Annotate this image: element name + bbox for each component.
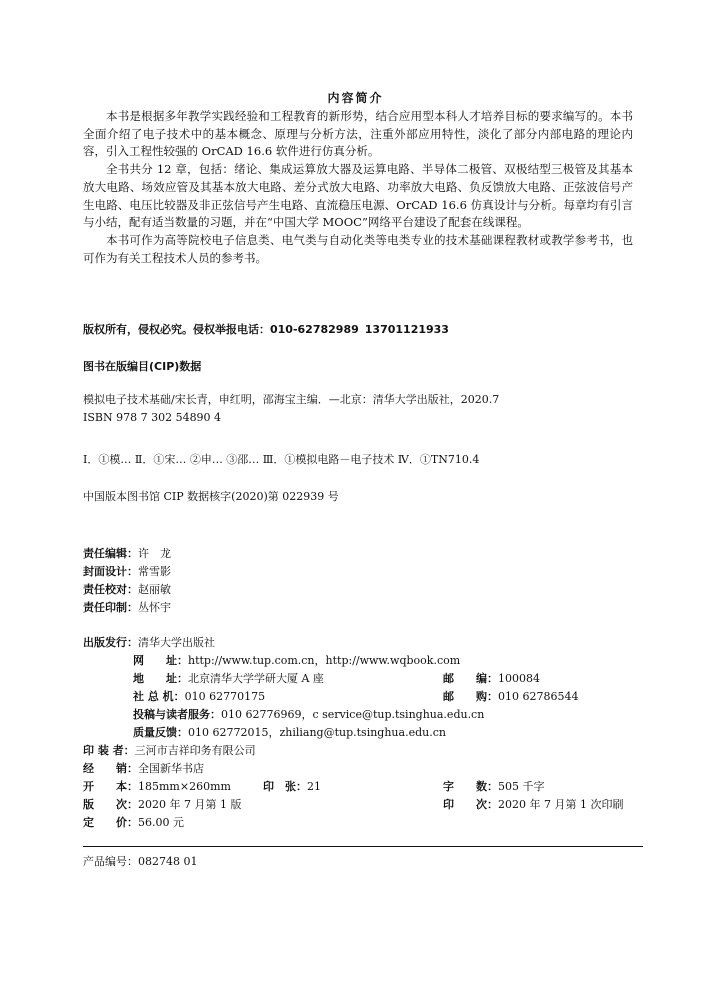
cip-classification: Ⅰ．①模… Ⅱ．①宋… ②申… ③邵… Ⅲ．①模拟电路－电子技术 Ⅳ．①TN710.4	[83, 453, 480, 466]
words-label: 字 数：	[443, 780, 498, 793]
pub-row-switchboard	[83, 688, 643, 706]
staff-row	[83, 545, 171, 563]
pub-row-address	[83, 670, 643, 688]
report-phone: 13701121933	[364, 323, 449, 336]
page-title: 内容简介	[327, 91, 384, 105]
intro-paragraph: 本书可作为高等院校电子信息类、电气类与自动化类等电类专业的技术基础课程教材或教学参考书，也可作为有关工程技术人员的参考书。	[83, 232, 633, 265]
pub-row-issue	[83, 634, 643, 652]
staff-row	[83, 563, 171, 581]
pub-row-format	[83, 778, 643, 796]
staff-label: 责任印制：	[83, 601, 138, 614]
switchboard-value: 010 62770175	[184, 690, 266, 703]
pub-row-distributor	[83, 760, 643, 778]
printing-value: 2020 年 7 月第 1 次印刷	[498, 798, 624, 811]
intro-paragraph: 全书共分 12 章，包括：绪论、集成运算放大器及运算电路、半导体二极管、双极结型三极管及其基本放大电路、场效应管及其基本放大电路、差分式放大电路、功率放大电路、负反馈放大电路、正弦波信号产生电路、电压比较器及非正弦信号产生电路、直流稳压电源、OrCAD 16.6 仿真设计与分析。每章均有引言与小结，配有适当数量的习题，并在“中国大学 MOOC”网络平台建设了配套在线课程。	[83, 162, 633, 230]
cip-number: 中国版本图书馆 CIP 数据核字(2020)第 022939 号	[83, 490, 339, 503]
sheets	[263, 778, 321, 796]
edition-value: 2020 年 7 月第 1 版	[138, 798, 242, 811]
switchboard-label: 社 总 机：	[133, 690, 185, 703]
product-number: 产品编号：082748 01	[83, 855, 198, 868]
staff-value: 许 龙	[138, 547, 171, 560]
publishing-info	[83, 634, 643, 832]
divider	[83, 846, 643, 847]
copyright-text: 版权所有，侵权必究。侵权举报电话：010-62782989	[83, 323, 359, 336]
distributor-label: 经 销：	[83, 762, 138, 775]
copyright-notice	[83, 321, 449, 337]
mailorder-label: 邮 购：	[443, 690, 498, 703]
cip-isbn: ISBN 978 7 302 54890 4	[83, 411, 222, 424]
mailorder	[443, 688, 578, 706]
issue-value: 清华大学出版社	[138, 636, 215, 649]
cip-heading: 图书在版编目(CIP)数据	[83, 360, 202, 373]
words	[443, 778, 545, 796]
pub-row-web	[83, 652, 643, 670]
price-label: 定 价：	[83, 816, 138, 829]
sheets-label: 印 张：	[263, 780, 307, 793]
format-label: 开 本：	[83, 780, 138, 793]
postcode-value: 100084	[498, 672, 540, 685]
pub-row-edition	[83, 796, 643, 814]
address-label: 地 址：	[133, 672, 188, 685]
printing	[443, 796, 623, 814]
printer-value: 三河市吉祥印务有限公司	[134, 744, 256, 757]
format-value: 185mm×260mm	[138, 780, 231, 793]
book-introduction	[83, 108, 633, 267]
pub-row-printer	[83, 742, 643, 760]
cip-book-line: 模拟电子技术基础/宋长青，申红明，邵海宝主编．—北京：清华大学出版社，2020.7	[83, 393, 500, 406]
service-label: 投稿与读者服务：	[133, 708, 221, 721]
staff-label: 责任校对：	[83, 583, 138, 596]
address-value: 北京清华大学学研大厦 A 座	[188, 672, 324, 685]
price-value: 56.00 元	[138, 816, 184, 829]
issue-label: 出版发行：	[83, 636, 138, 649]
intro-paragraph: 本书是根据多年教学实践经验和工程教育的新形势，结合应用型本科人才培养目标的要求编写的。本书全面介绍了电子技术中的基本概念、原理与分析方法，注重外部应用特性，淡化了部分内部电路的理论内容，引入工程性较强的 OrCAD 16.6 软件进行仿真分析。	[83, 109, 633, 159]
staff-row	[83, 581, 171, 599]
printer-label: 印 装 者：	[83, 744, 135, 757]
printing-label: 印 次：	[443, 798, 498, 811]
postcode-label: 邮 编：	[443, 672, 498, 685]
staff-row	[83, 599, 171, 617]
service-value: 010 62776969，c service@tup.tsinghua.edu.cn	[221, 708, 485, 721]
distributor-value: 全国新华书店	[138, 762, 204, 775]
staff-value: 常雪影	[138, 565, 171, 578]
mailorder-value: 010 62786544	[498, 690, 579, 703]
staff-label: 责任编辑：	[83, 547, 138, 560]
pub-row-quality	[83, 724, 643, 742]
words-value: 505 千字	[498, 780, 545, 793]
staff-value: 赵丽敏	[138, 583, 171, 596]
web-value: http://www.tup.com.cn，http://www.wqbook.com	[188, 654, 461, 667]
quality-label: 质量反馈：	[133, 726, 188, 739]
staff-label: 封面设计：	[83, 565, 138, 578]
quality-value: 010 62772015，zhiliang@tup.tsinghua.edu.cn	[188, 726, 446, 739]
pub-row-service	[83, 706, 643, 724]
staff-value: 丛怀宇	[138, 601, 171, 614]
postcode	[443, 670, 540, 688]
pub-row-price	[83, 814, 643, 832]
web-label: 网 址：	[133, 654, 188, 667]
staff-list	[83, 545, 171, 617]
sheets-value: 21	[307, 780, 321, 793]
edition-label: 版 次：	[83, 798, 138, 811]
